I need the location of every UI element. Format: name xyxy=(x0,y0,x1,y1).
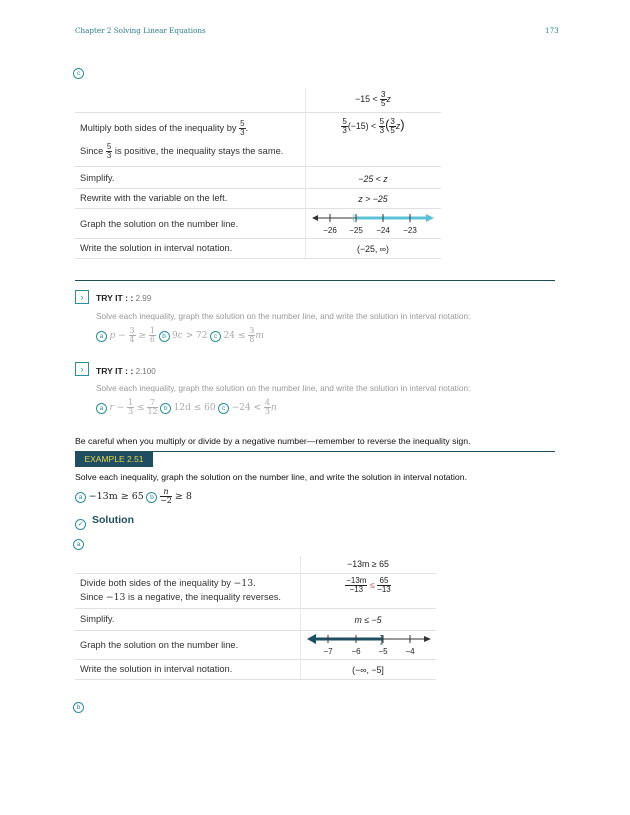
c-tick-label: −23 xyxy=(403,226,417,234)
careful-note: Be careful when you multiply or divide by a negative number—remember to reverse the inequality sign. xyxy=(75,436,471,446)
c-top-expr: −15 < $\frac{3}{5}$ z xyxy=(355,90,391,108)
c-row5-label: Write the solution in interval notation. xyxy=(80,243,233,253)
example-problems: a −13m ≥ 65 b $\frac{n}{-2}$ ≥ 8 xyxy=(75,488,192,505)
part-b-marker: b xyxy=(73,696,84,714)
c-row3-expr: z > −25 xyxy=(358,194,388,204)
a-tick-label: −4 xyxy=(405,647,415,656)
svg-text:(: ( xyxy=(352,214,356,224)
c-tick-label: −25 xyxy=(349,226,363,234)
a-tick-label: −6 xyxy=(351,647,361,656)
a-row4-label: Write the solution in interval notation. xyxy=(80,664,233,674)
try-it-2-100-title: TRY IT : : 2.100 xyxy=(96,366,156,376)
c-row1-expr: $\frac{5}{3}$ (−15) < $\frac{5}{3}$ ( $\frac{3}{5}$ z) xyxy=(342,117,405,136)
try-it-2-99-title: TRY IT : : 2.99 xyxy=(96,293,152,303)
a-row3-label: Graph the solution on the number line. xyxy=(80,640,239,650)
example-prompt: Solve each inequality, graph the solution on the number line, and write the solution in interval notation. xyxy=(75,472,467,482)
c-row5-expr: (−25, ∞) xyxy=(357,244,389,254)
c-number-line xyxy=(310,210,438,234)
a-tick-label: −5 xyxy=(378,647,388,656)
try-it-2-99-problems: a p − $\frac{3}{4}$ ≥ $\frac{1}{6}$ b 9c > 72 c 24 ≤ $\frac{3}{8}$ m xyxy=(96,327,264,344)
c-row1-label2: Since $\frac{5}{3}$ is positive, the inequality stays the same. xyxy=(80,142,284,160)
chapter-header: Chapter 2 Solving Linear Equations xyxy=(75,26,206,35)
check-icon: ✓ xyxy=(75,513,86,531)
solution-heading: Solution xyxy=(92,514,134,526)
c-row2-expr: −25 < z xyxy=(358,174,388,184)
c-tick-label: −26 xyxy=(323,226,337,234)
chevron-right-icon: › xyxy=(75,290,89,304)
c-row1-label: Multiply both sides of the inequality by $\frac{5}{3}$ . xyxy=(80,119,249,137)
c-tick-label: −24 xyxy=(376,226,390,234)
a-row4-expr: (−∞, −5] xyxy=(352,665,384,675)
try-it-2-99-prompt: Solve each inequality, graph the solution on the number line, and write the solution in interval notation: xyxy=(96,311,471,321)
example-title: EXAMPLE 2.51 xyxy=(75,452,153,467)
a-row2-label: Simplify. xyxy=(80,614,115,624)
page-number: 173 xyxy=(545,26,559,35)
a-row2-expr: m ≤ −5 xyxy=(354,615,382,625)
a-tick-label: −7 xyxy=(323,647,333,656)
section-divider xyxy=(75,280,555,281)
a-top-expr: −13m ≥ 65 xyxy=(347,559,389,569)
c-row4-label: Graph the solution on the number line. xyxy=(80,219,239,229)
c-row2-label: Simplify. xyxy=(80,173,115,183)
chevron-right-icon: › xyxy=(75,362,89,376)
part-a-marker: a xyxy=(73,533,84,551)
svg-text:]: ] xyxy=(379,633,384,646)
try-it-2-100-problems: a r − $\frac{1}{3}$ ≤ $\frac{7}{12}$ b 12d ≤ 60 c −24 < $\frac{4}{3}$ n xyxy=(96,399,277,416)
a-number-line xyxy=(305,631,433,657)
c-row3-label: Rewrite with the variable on the left. xyxy=(80,193,228,203)
a-row1-label: Divide both sides of the inequality by −13. xyxy=(80,578,256,589)
a-row1-label2: Since −13 is a negative, the inequality reverses. xyxy=(80,592,282,603)
a-row1-expr: $\frac{-13m}{-13}$ ≤ $\frac{65}{-13}$ xyxy=(346,576,391,594)
try-it-2-100-prompt: Solve each inequality, graph the solution on the number line, and write the solution in interval notation: xyxy=(96,383,471,393)
part-c-marker: c xyxy=(73,62,84,80)
